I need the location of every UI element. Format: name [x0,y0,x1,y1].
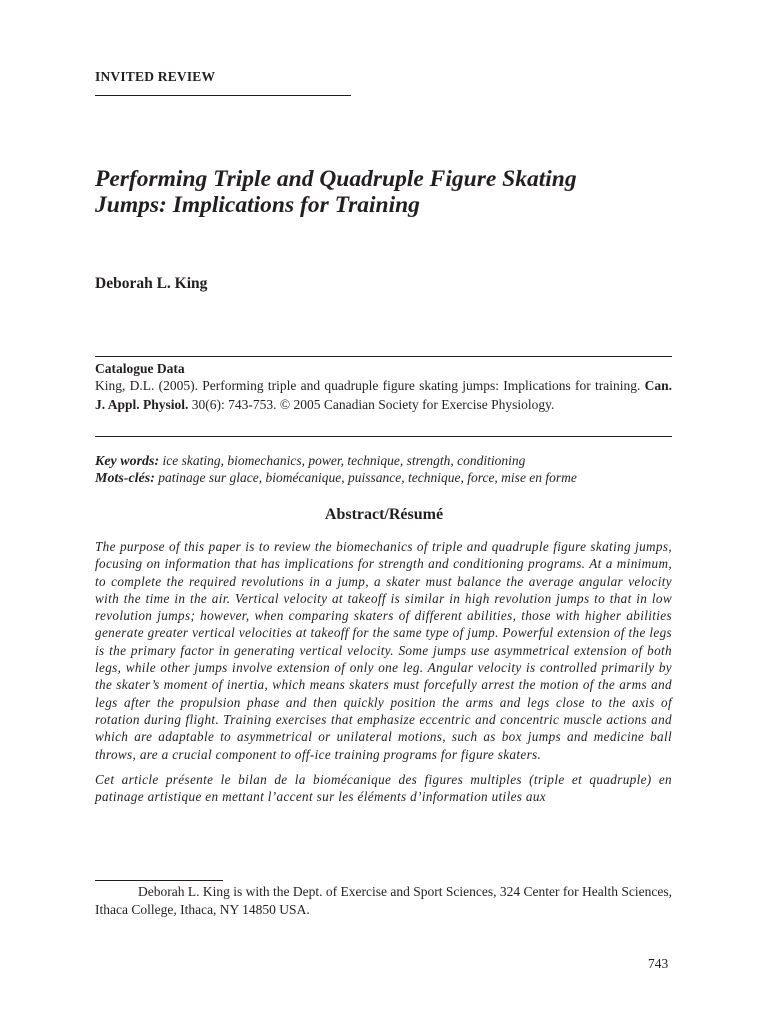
abstract-body [95,538,672,805]
citation-end: 30(6): 743-753. © 2005 Canadian Society for Exercise Physiology. [191,396,555,412]
catalogue-top-rule [95,356,672,357]
keywords-french-label: Mots-clés: [95,471,155,486]
citation-journal: Can. J. Appl. Physiol. [95,378,672,412]
author-affiliation-footnote: Deborah L. King is with the Dept. of Exercise and Sport Sciences, 324 Center for Health Sciences, Ithaca College, Ithaca, NY 14850 USA. [95,884,672,917]
footnote-rule [95,880,223,881]
section-label-rule [95,95,351,96]
article-title [95,166,675,218]
catalogue-bottom-rule [95,436,672,437]
keywords-french [95,469,672,487]
section-label: INVITED REVIEW [95,69,216,84]
abstract-french: Cet article présente le bilan de la biomécanique des figures multiples (triple et quadruple) en patinage artistique en mettant l’accent sur les éléments d’information utiles aux [95,771,672,805]
abstract-heading: Abstract/Résumé [324,506,444,523]
article-title-line2: Jumps: Implications for Training [95,192,420,218]
abstract-english: The purpose of this paper is to review the biomechanics of triple and quadruple figure skating jumps, focusing on information that has implications for strength and conditioning programs. At a minimum, to complete the required revolutions in a jump, a skater must balance the average angular velocity with the time in the air. Vertical velocity at takeoff is similar in high revolution jumps to that in low revolution jumps; however, when comparing skaters of different abilities, those with higher abilities generate greater vertical velocities at takeoff for the same type of jump. Powerful extension of the legs is the primary factor in generating vertical velocity. Some jumps use asymmetrical extension of both legs, while other jumps involve extension of only one leg. Angular velocity is controlled primarily by the skater’s moment of inertia, which means skaters must forcefully arrest the motion of the arms and legs after the propulsion phase and then quickly position the arms and legs close to the axis of rotation during flight. Training exercises that emphasize eccentric and concentric muscle actions and which are adaptable to asymmetrical or unilateral motions, such as box jumps and medicine ball throws, are a crucial component to off-ice training programs for figure skaters. [95,539,672,762]
catalogue-heading: Catalogue Data [95,361,185,376]
page-number: 743 [648,956,669,971]
catalogue-citation [95,377,672,414]
keywords-english-label: Key words: [95,454,160,469]
keywords-english [95,452,672,470]
keywords-english-text: ice skating, biomechanics, power, technique, strength, conditioning [162,453,526,468]
article-title-line1: Performing Triple and Quadruple Figure Skating [95,166,577,192]
citation-start: King, D.L. (2005). Performing triple and quadruple figure skating jumps: Implications for training. [95,378,641,393]
keywords-french-text: patinage sur glace, biomécanique, puissance, technique, force, mise en forme [158,470,577,485]
author-name: Deborah L. King [95,275,208,292]
